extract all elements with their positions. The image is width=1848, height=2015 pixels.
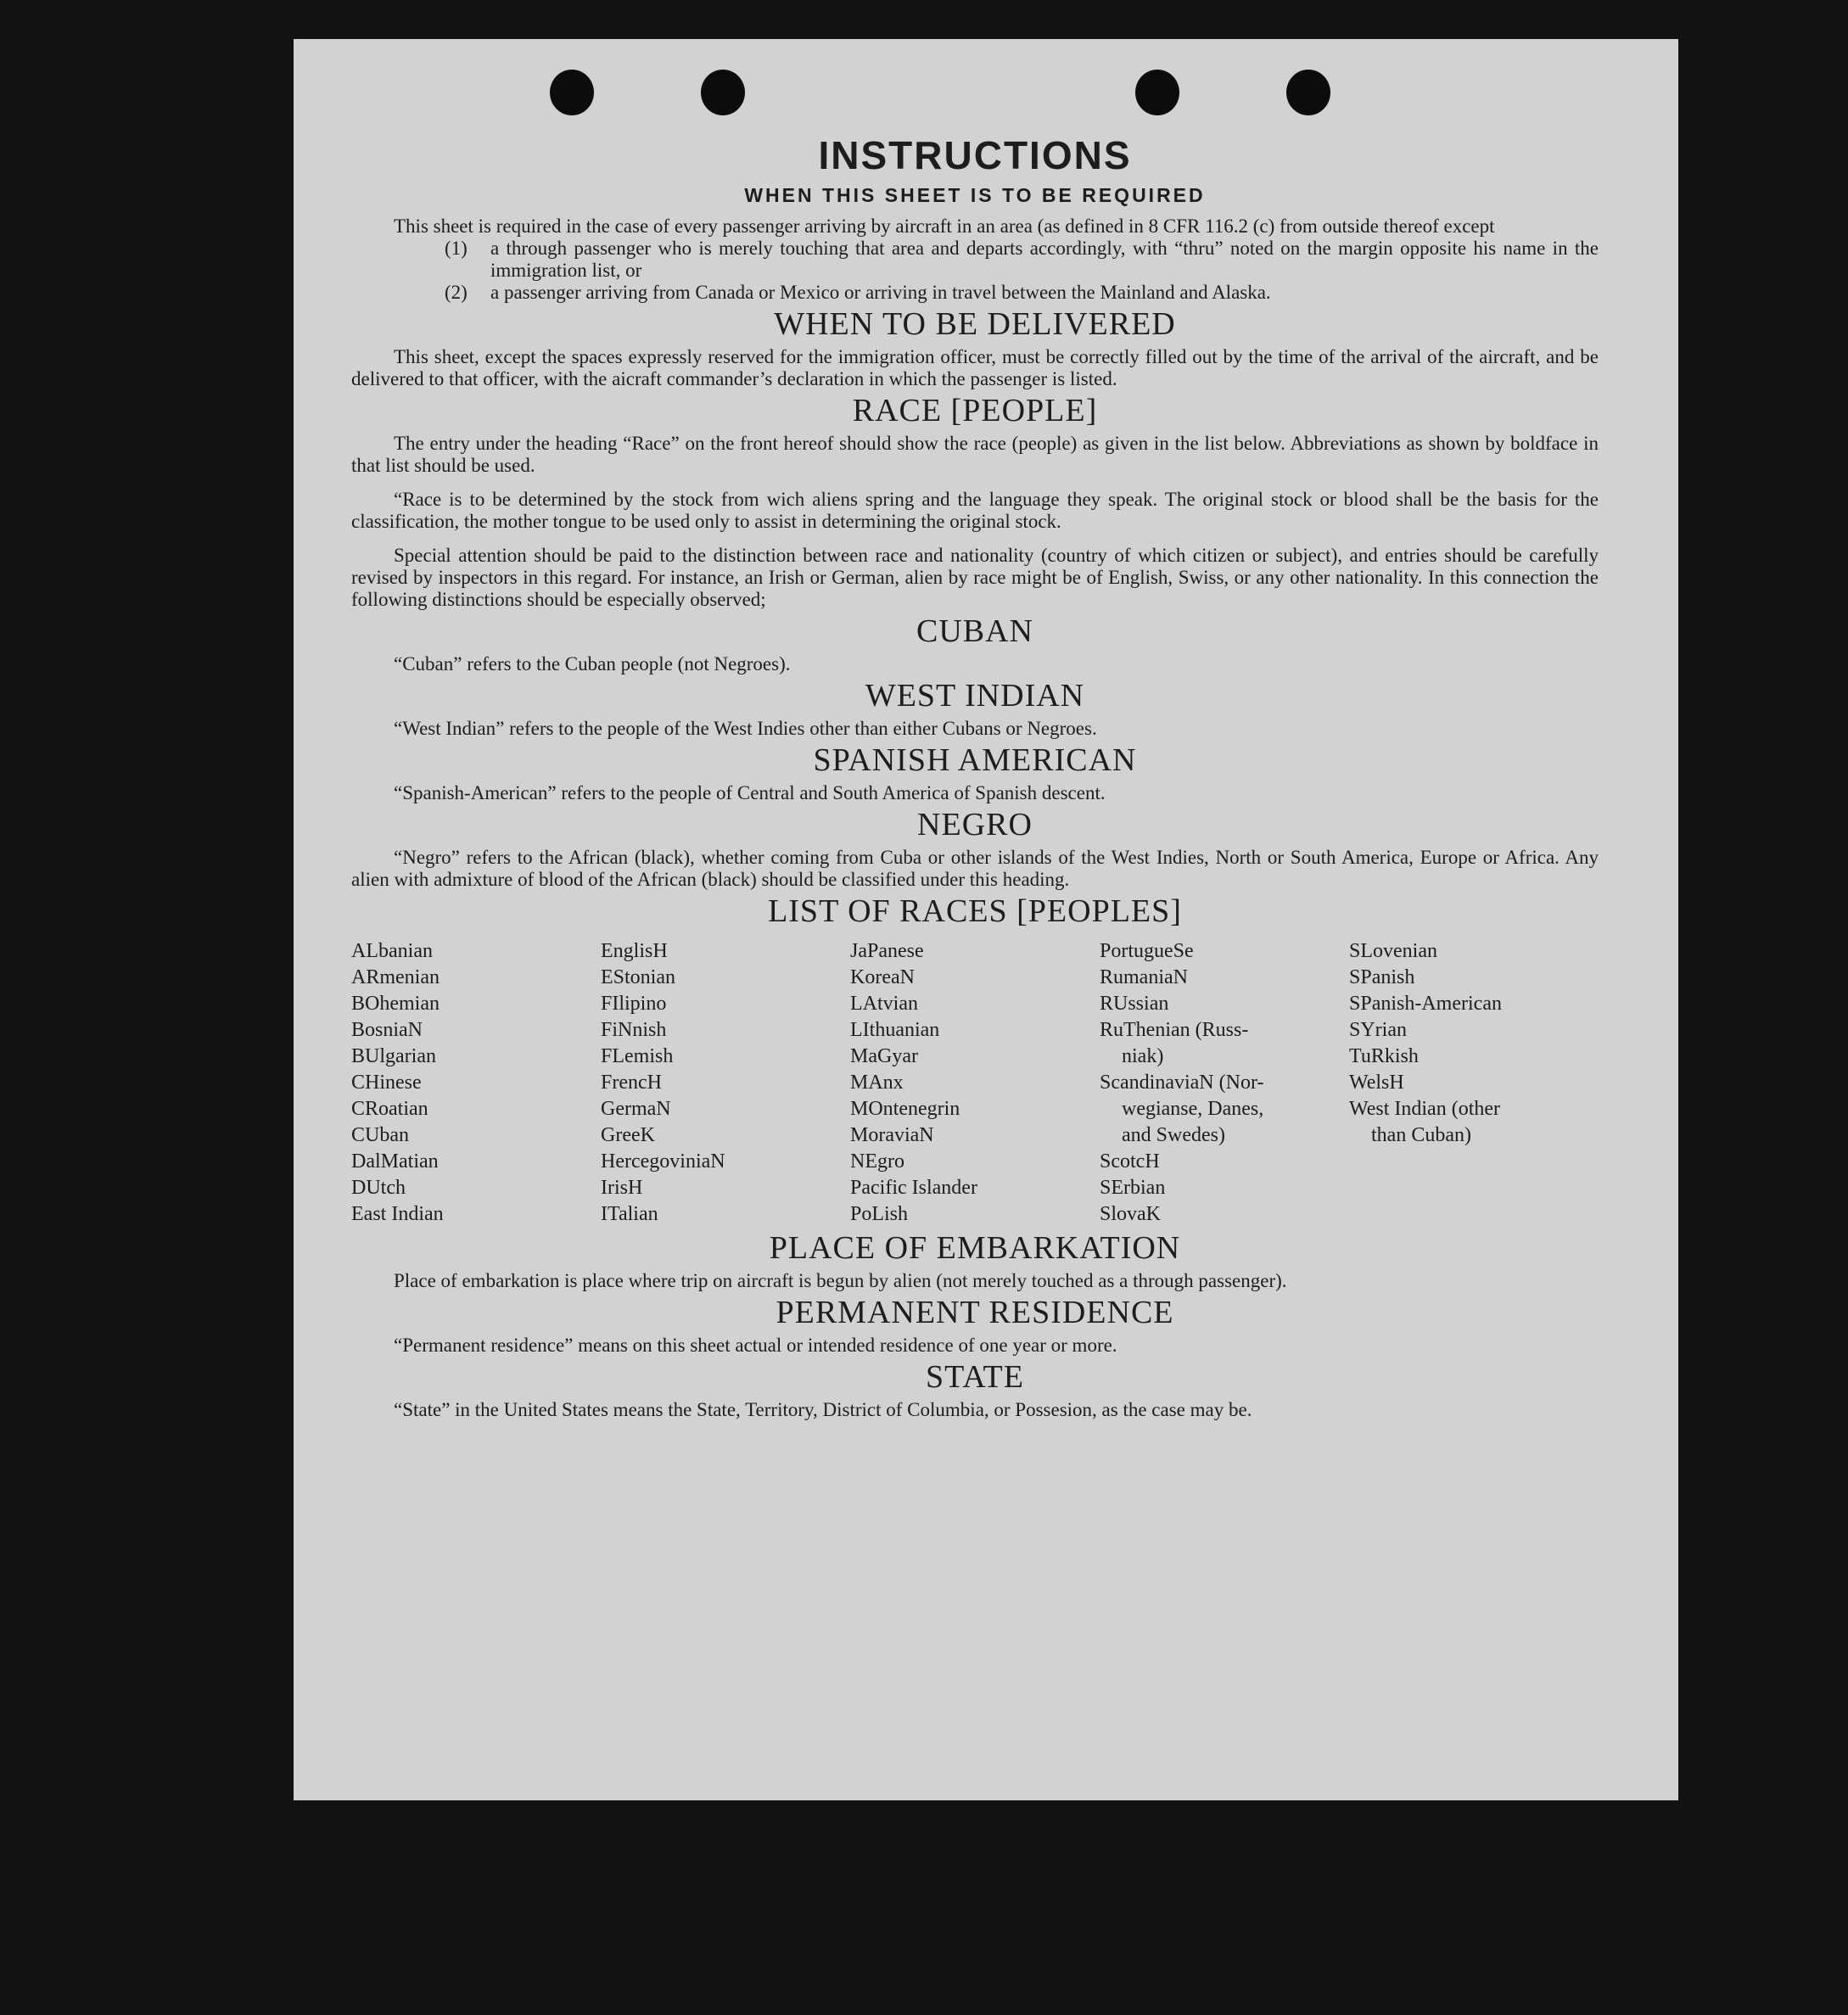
list-item: SYrian: [1349, 1019, 1407, 1041]
list-item: DalMatian: [351, 1150, 439, 1173]
instruction-sheet: [294, 39, 1678, 1800]
exception-2-text: a passenger arriving from Canada or Mexico or arriving in travel between the Mainland and Alaska.: [490, 282, 1271, 303]
list-item: and Swedes): [1122, 1124, 1225, 1146]
race-paragraph-2: “Race is to be determined by the stock from wich aliens spring and the language they speak. The original stock or blood shall be the basis for the classification, the mother tongue to be used only to assist in determining the original stock.: [351, 489, 1599, 532]
list-item: SPanish: [1349, 966, 1415, 988]
race-list: [351, 938, 1599, 1228]
list-item: MaGyar: [850, 1045, 918, 1067]
list-item: CUban: [351, 1124, 409, 1146]
race-paragraph-1: The entry under the heading “Race” on the front hereof should show the race (people) as given in the list below. Abbreviations as shown by boldface in that list should be used.: [351, 433, 1599, 476]
list-item: SlovaK: [1100, 1203, 1161, 1225]
negro-paragraph: “Negro” refers to the African (black), whether coming from Cuba or other islands of the West Indies, North or South America, Europe or Africa. Any alien with admixture of blood of the African (black) should be classified under this heading.: [351, 847, 1599, 890]
exception-2-number: (2): [445, 282, 468, 303]
sheet-content: [351, 132, 1599, 1421]
list-item: RUssian: [1100, 993, 1169, 1015]
list-item: IrisH: [601, 1177, 643, 1199]
race-list-column-3: [850, 938, 1100, 1228]
list-item: KoreaN: [850, 966, 915, 988]
list-item: BOhemian: [351, 993, 440, 1015]
exception-2: [351, 282, 1599, 304]
list-item: East Indian: [351, 1203, 444, 1225]
list-item: DUtch: [351, 1177, 406, 1199]
punch-hole: [1286, 70, 1330, 115]
list-item: NEgro: [850, 1150, 904, 1173]
list-item: JaPanese: [850, 940, 924, 962]
list-item: GreeK: [601, 1124, 655, 1146]
residence-heading: PERMANENT RESIDENCE: [776, 1295, 1174, 1330]
required-subtitle: WHEN THIS SHEET IS TO BE REQUIRED: [744, 184, 1206, 206]
west-indian-heading: WEST INDIAN: [865, 678, 1085, 714]
instructions-title: INSTRUCTIONS: [818, 133, 1132, 177]
list-item: FLemish: [601, 1045, 674, 1067]
residence-paragraph: “Permanent residence” means on this sheet actual or intended residence of one year or more.: [394, 1335, 1117, 1356]
list-item: FiNnish: [601, 1019, 667, 1041]
list-item: SPanish-American: [1349, 993, 1502, 1015]
race-list-column-1: [351, 938, 601, 1228]
list-item: CHinese: [351, 1072, 422, 1094]
embarkation-paragraph: Place of embarkation is place where trip on aircraft is begun by alien (not merely touched as a through passenger).: [394, 1270, 1287, 1291]
required-paragraph: This sheet is required in the case of every passenger arriving by aircraft in an area (as defined in 8 CFR 116.2 (c) from outside thereof except: [394, 215, 1495, 237]
list-item: BUlgarian: [351, 1045, 436, 1067]
list-item: MOntenegrin: [850, 1098, 960, 1120]
list-item: ARmenian: [351, 966, 440, 988]
spanish-american-heading: SPANISH AMERICAN: [813, 742, 1137, 778]
state-paragraph: “State” in the United States means the State, Territory, District of Columbia, or Possesion, as the case may be.: [394, 1399, 1252, 1420]
list-item: RumaniaN: [1100, 966, 1188, 988]
list-item: wegianse, Danes,: [1122, 1098, 1264, 1120]
punch-hole: [1135, 70, 1179, 115]
list-item: GermaN: [601, 1098, 671, 1120]
list-item: LIthuanian: [850, 1019, 940, 1041]
list-item: ALbanian: [351, 940, 433, 962]
list-item: RuThenian (Russ-: [1100, 1019, 1249, 1041]
negro-heading: NEGRO: [917, 807, 1033, 842]
spanish-american-paragraph: “Spanish-American” refers to the people of Central and South America of Spanish descent.: [394, 782, 1106, 803]
list-item: HercegoviniaN: [601, 1150, 725, 1173]
list-item: PortugueSe: [1100, 940, 1194, 962]
race-list-column-4: [1100, 938, 1349, 1228]
list-item: ScotcH: [1100, 1150, 1160, 1173]
list-item: ScandinaviaN (Nor-: [1100, 1072, 1264, 1094]
list-item: LAtvian: [850, 993, 918, 1015]
delivered-paragraph: This sheet, except the spaces expressly reserved for the immigration officer, must be correctly filled out by the time of the arrival of the aircraft, and be delivered to that officer, with the aicraft commander’s declaration in which the passenger is listed.: [351, 346, 1599, 389]
race-list-column-5: [1349, 938, 1599, 1228]
list-item: niak): [1122, 1045, 1164, 1067]
punch-hole: [701, 70, 745, 115]
list-item: CRoatian: [351, 1098, 428, 1120]
list-item: SLovenian: [1349, 940, 1437, 962]
list-item: SErbian: [1100, 1177, 1166, 1199]
exception-1: [351, 238, 1599, 282]
embarkation-heading: PLACE OF EMBARKATION: [769, 1230, 1181, 1266]
race-heading: RACE [PEOPLE]: [852, 393, 1098, 428]
list-item: WelsH: [1349, 1072, 1404, 1094]
race-list-heading: LIST OF RACES [PEOPLES]: [768, 893, 1182, 929]
list-item: Pacific Islander: [850, 1177, 977, 1199]
list-item: BosniaN: [351, 1019, 423, 1041]
state-heading: STATE: [926, 1359, 1024, 1395]
list-item: TuRkish: [1349, 1045, 1419, 1067]
list-item: EStonian: [601, 966, 675, 988]
race-list-column-2: [601, 938, 850, 1228]
list-item: ITalian: [601, 1203, 658, 1225]
list-item: FIlipino: [601, 993, 667, 1015]
exception-1-text: a through passenger who is merely touching that area and departs accordingly, with “thru” noted on the margin opposite his name in the immigration list, or: [490, 238, 1599, 281]
list-item: West Indian (other: [1349, 1098, 1501, 1120]
list-item: EnglisH: [601, 940, 668, 962]
exception-1-number: (1): [445, 238, 468, 259]
list-item: than Cuban): [1371, 1124, 1471, 1146]
list-item: MoraviaN: [850, 1124, 934, 1146]
list-item: PoLish: [850, 1203, 909, 1225]
west-indian-paragraph: “West Indian” refers to the people of the West Indies other than either Cubans or Negroes.: [394, 718, 1097, 739]
race-paragraph-3: Special attention should be paid to the distinction between race and nationality (country of which citizen or subject), and entries should be carefully revised by inspectors in this regard. For instance, an Irish or German, alien by race might be of English, Swiss, or any other nationality. In this connection the following distinctions should be especially observed;: [351, 545, 1599, 610]
punch-hole: [550, 70, 594, 115]
cuban-paragraph: “Cuban” refers to the Cuban people (not Negroes).: [394, 653, 791, 674]
cuban-heading: CUBAN: [916, 613, 1034, 649]
delivered-heading: WHEN TO BE DELIVERED: [774, 306, 1176, 342]
list-item: FrencH: [601, 1072, 662, 1094]
list-item: MAnx: [850, 1072, 904, 1094]
